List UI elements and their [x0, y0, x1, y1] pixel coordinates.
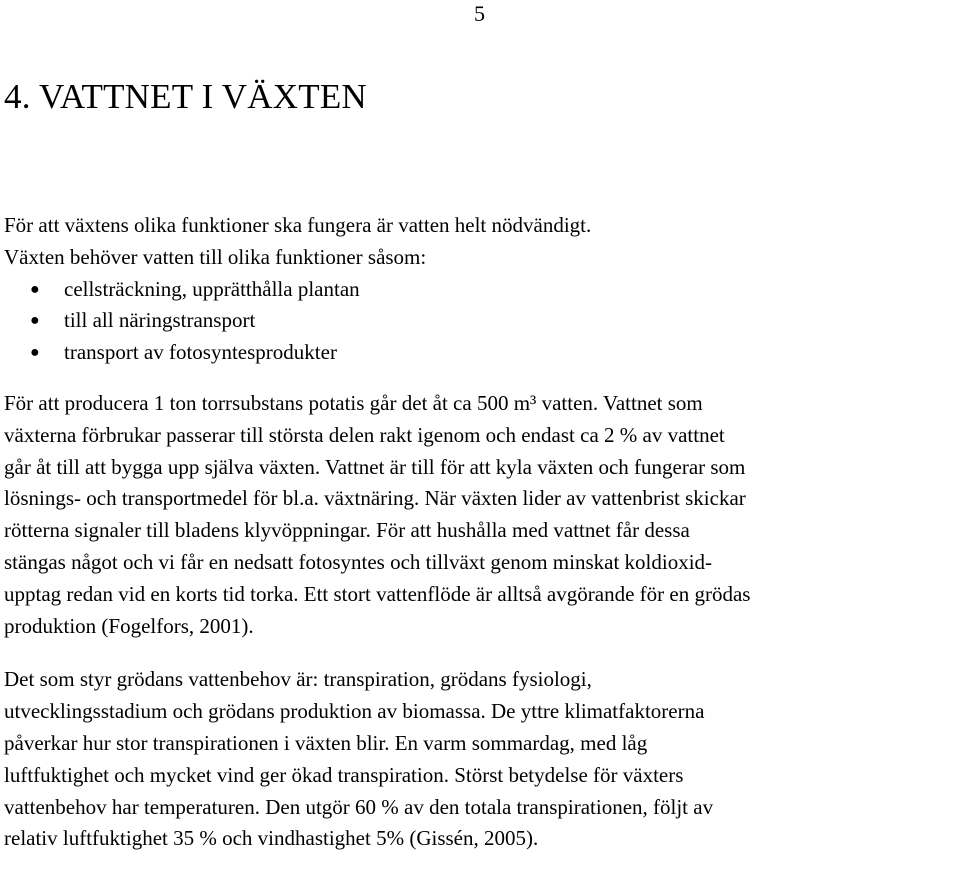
bullet-icon: ● [30, 280, 40, 298]
intro-paragraph [4, 210, 956, 274]
body-text [4, 210, 956, 855]
paragraph-line: utvecklingsstadium och grödans produktion av biomassa. De yttre klimatfaktorerna [4, 699, 705, 724]
list-item-text: till all näringstransport [64, 308, 256, 333]
paragraph-spacer [4, 642, 956, 664]
paragraph-line: rötterna signaler till bladens klyvöppningar. För att hushålla med vattnet får dessa [4, 518, 690, 543]
list-item [4, 337, 956, 369]
intro-line: För att växtens olika funktioner ska fungera är vatten helt nödvändigt. [4, 213, 592, 237]
paragraph-line: För att producera 1 ton torrsubstans potatis går det åt ca 500 m³ vatten. Vattnet som [4, 390, 703, 415]
paragraph-line: relativ luftfuktighet 35 % och vindhastighet 5% (Gissén, 2005). [4, 826, 539, 851]
paragraph-line: växterna förbrukar passerar till största delen rakt igenom och endast ca 2 % av vattnet [4, 422, 725, 447]
paragraph-line: Det som styr grödans vattenbehov är: transpiration, grödans fysiologi, [4, 667, 592, 692]
section-heading: 4. VATTNET I VÄXTEN [4, 77, 367, 116]
page-number: 5 [474, 1, 485, 26]
paragraph-water-demand [4, 664, 956, 855]
paragraph-spacer [4, 369, 956, 388]
intro-line: Växten behöver vatten till olika funktioner såsom: [4, 244, 427, 269]
paragraph-line: stängas något och vi får en nedsatt fotosyntes och tillväxt genom minskat koldioxid- [4, 549, 713, 574]
function-list [4, 274, 956, 369]
paragraph-water-usage [4, 388, 956, 642]
list-item-text: cellsträckning, upprätthålla plantan [64, 276, 360, 301]
list-item-text: transport av fotosyntesprodukter [64, 340, 337, 365]
paragraph-line: vattenbehov har temperaturen. Den utgör 60 % av den totala transpirationen, följt av [4, 794, 714, 819]
list-item [4, 274, 956, 306]
paragraph-line: lösnings- och transportmedel för bl.a. växtnäring. När växten lider av vattenbrist skickar [4, 486, 746, 511]
paragraph-line: påverkar hur stor transpirationen i växten blir. En varm sommardag, med låg [4, 730, 648, 755]
paragraph-line: produktion (Fogelfors, 2001). [4, 613, 254, 638]
bullet-icon: ● [30, 344, 40, 362]
paragraph-line: upptag redan vid en korts tid torka. Ett stort vattenflöde är alltså avgörande för en grödas [4, 581, 751, 606]
paragraph-line: går åt till att bygga upp själva växten. Vattnet är till för att kyla växten och fungerar som [4, 454, 746, 479]
bullet-icon: ● [30, 312, 40, 330]
list-item [4, 305, 956, 337]
paragraph-line: luftfuktighet och mycket vind ger ökad transpiration. Störst betydelse för växters [4, 762, 684, 787]
